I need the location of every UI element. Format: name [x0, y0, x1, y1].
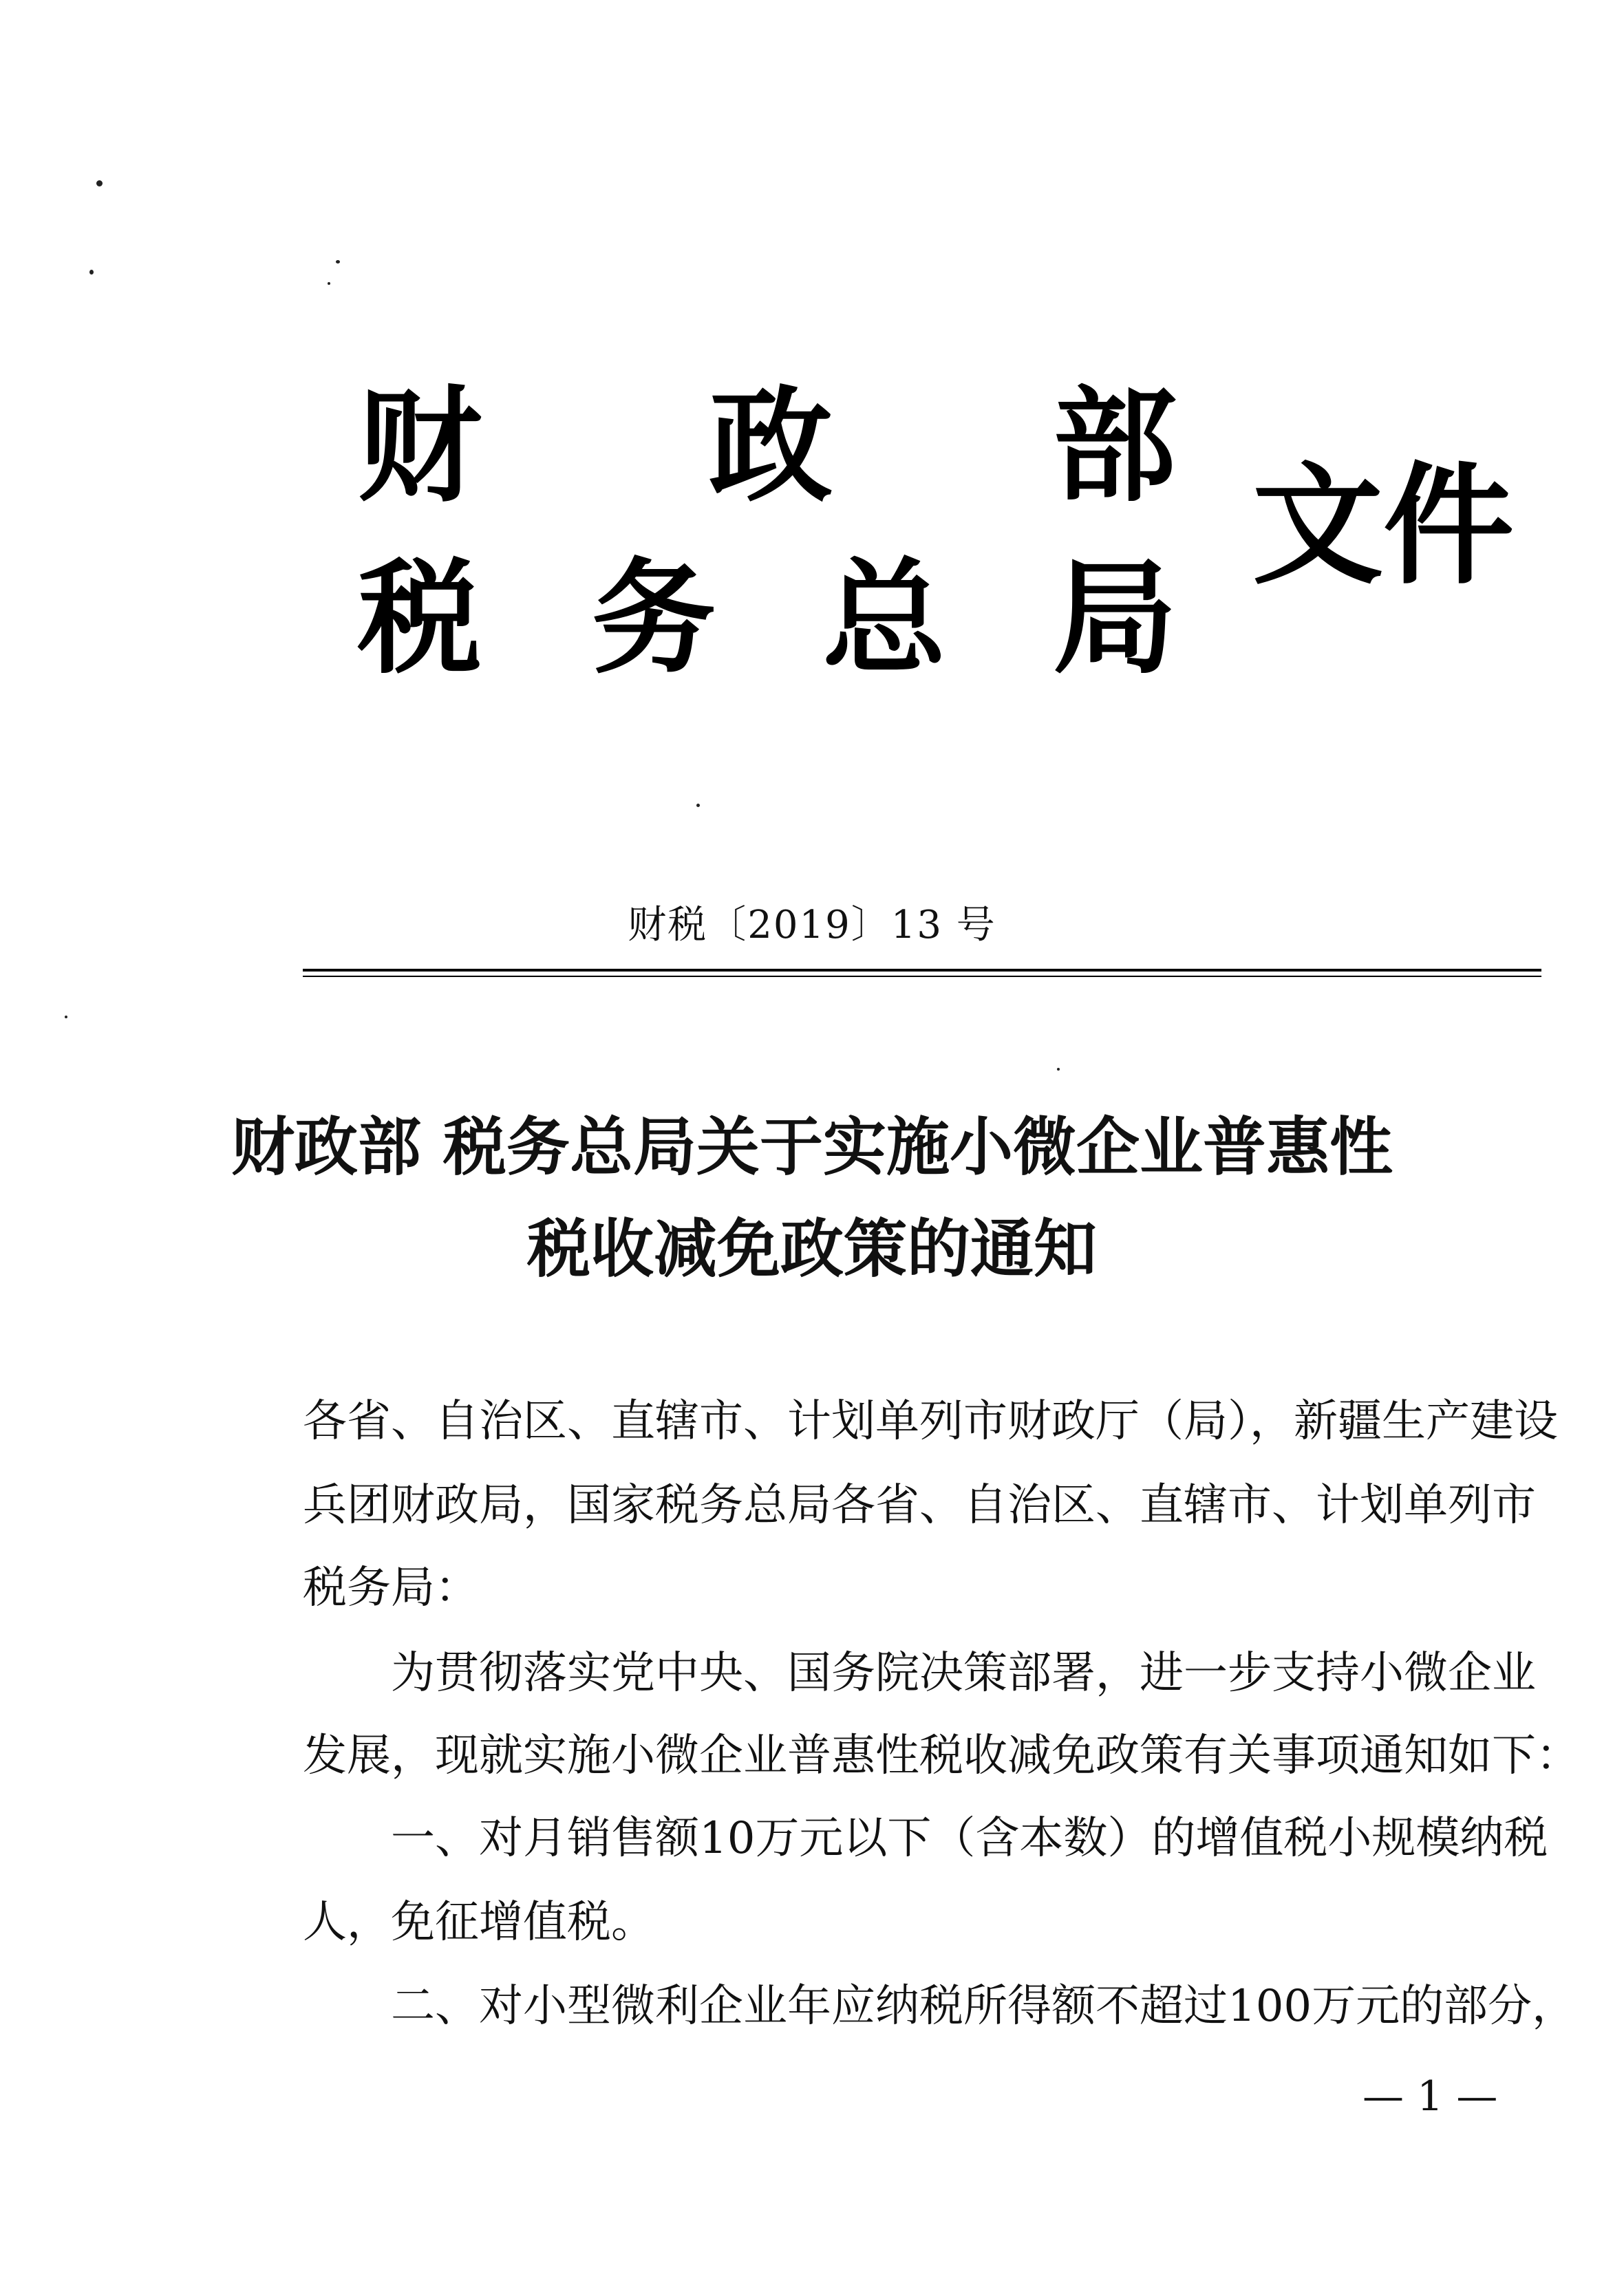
document-suffix: 文件: [1252, 450, 1515, 602]
body-line-7: 人，免征增值税。: [303, 1897, 655, 1948]
page-number: — 1 —: [1363, 2072, 1498, 2121]
header-rule-shadow: [303, 976, 1541, 977]
notice-title-line-1: 财政部 税务总局关于实施小微企业普惠性: [231, 1111, 1393, 1184]
notice-title-line-2: 税收减免政策的通知: [526, 1212, 1097, 1286]
body-line-6: 一、对月销售额10万元以下（含本数）的增值税小规模纳税: [391, 1813, 1548, 1864]
header-rule: [303, 969, 1541, 972]
scan-speck: [1057, 1068, 1060, 1071]
issuer-line2-char-4: 局: [1053, 547, 1177, 691]
scan-speck: [65, 1016, 67, 1018]
body-line-5: 发展，现就实施小微企业普惠性税收减免政策有关事项通知如下：: [303, 1730, 1580, 1781]
body-line-2: 兵团财政局，国家税务总局各省、自治区、直辖市、计划单列市: [303, 1480, 1536, 1531]
issuer-line1-char-3: 部: [1053, 375, 1177, 519]
issuer-line2-char-2: 务: [592, 547, 716, 691]
issuer-header: [0, 0, 1624, 691]
body-line-3: 税务局：: [303, 1563, 479, 1613]
issuer-line2-char-3: 总: [822, 547, 947, 691]
scan-speck: [696, 804, 700, 807]
document-number: 财税〔2019〕13 号: [628, 903, 996, 947]
issuer-line2-char-1: 税: [358, 547, 482, 691]
body-line-4: 为贯彻落实党中央、国务院决策部署，进一步支持小微企业: [391, 1648, 1536, 1699]
issuer-line1-char-2: 政: [709, 375, 833, 519]
body-line-1: 各省、自治区、直辖市、计划单列市财政厅（局），新疆生产建设: [303, 1396, 1558, 1447]
body-line-8: 二、对小型微利企业年应纳税所得额不超过100万元的部分，: [391, 1981, 1577, 2032]
issuer-line1-char-1: 财: [358, 375, 482, 519]
